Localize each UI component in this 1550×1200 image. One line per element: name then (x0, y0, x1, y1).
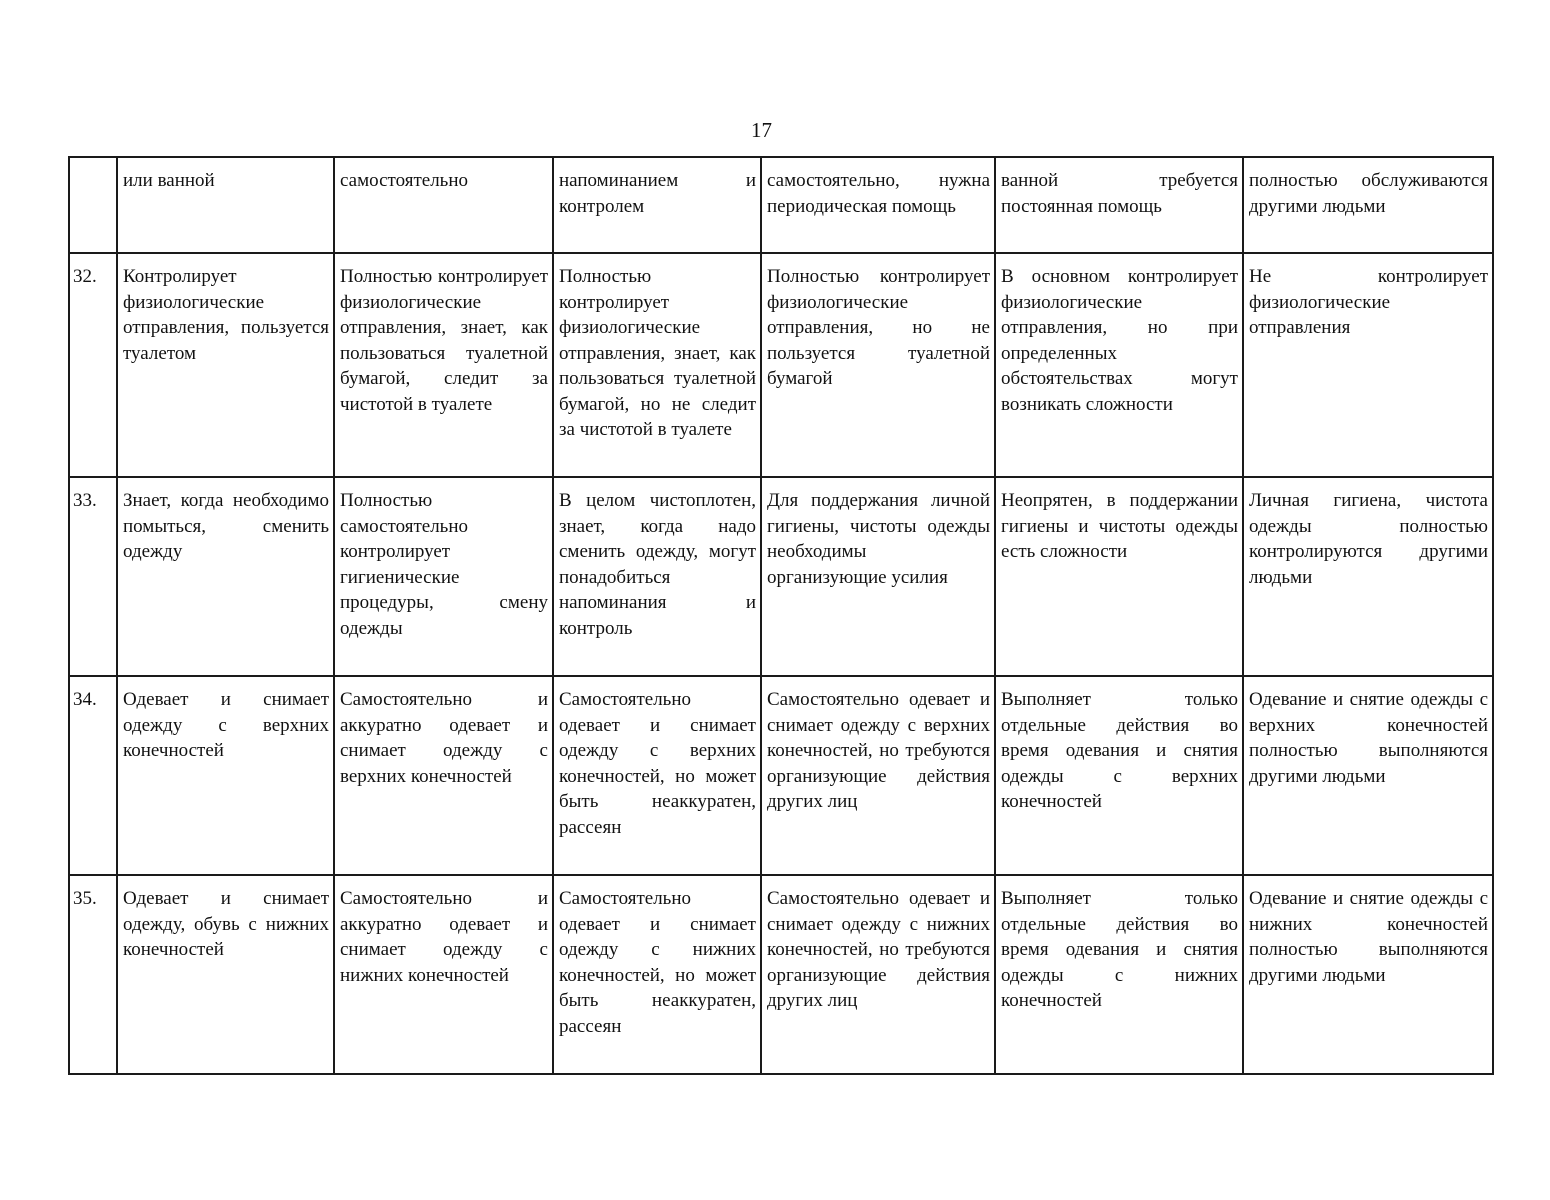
level-cell: В основном контролирует физиологические отправления, но при определенных обстоятельствах могут возникать сложности (995, 253, 1243, 477)
criterion-cell: Контролирует физиологические отправления, пользуется туалетом (117, 253, 334, 477)
page-number: 17 (751, 118, 772, 142)
criterion-cell: Одевает и снимает одежду, обувь с нижних конечностей (117, 875, 334, 1074)
row-number: 32. (69, 253, 117, 477)
row-number: 33. (69, 477, 117, 676)
level-cell: Самостоятельно одевает и снимает одежду с нижних конечностей, но может быть неаккуратен, рассеян (553, 875, 761, 1074)
level-cell: Не контролирует физиологические отправления (1243, 253, 1493, 477)
table-row (69, 875, 1493, 1074)
level-cell: ванной требуется постоянная помощь (995, 157, 1243, 253)
assessment-table (68, 156, 1494, 1075)
level-cell: Неопрятен, в поддержании гигиены и чистоты одежды есть сложности (995, 477, 1243, 676)
table-row (69, 477, 1493, 676)
criterion-cell: Одевает и снимает одежду с верхних конечностей (117, 676, 334, 875)
level-cell: Самостоятельно и аккуратно одевает и снимает одежду с верхних конечностей (334, 676, 553, 875)
criterion-cell: Знает, когда необходимо помыться, сменить одежду (117, 477, 334, 676)
level-cell: Самостоятельно одевает и снимает одежду с верхних конечностей, но может быть неаккуратен, рассеян (553, 676, 761, 875)
level-cell: Выполняет только отдельные действия во время одевания и снятия одежды с верхних конечностей (995, 676, 1243, 875)
row-number: 34. (69, 676, 117, 875)
level-cell: полностью обслуживаются другими людьми (1243, 157, 1493, 253)
level-cell: Самостоятельно и аккуратно одевает и снимает одежду с нижних конечностей (334, 875, 553, 1074)
level-cell: напоминанием и контролем (553, 157, 761, 253)
level-cell: Для поддержания личной гигиены, чистоты одежды необходимы организующие усилия (761, 477, 995, 676)
level-cell: самостоятельно, нужна периодическая помощь (761, 157, 995, 253)
level-cell: самостоятельно (334, 157, 553, 253)
level-cell: Полностью самостоятельно контролирует гигиенические процедуры, смену одежды (334, 477, 553, 676)
table-row (69, 676, 1493, 875)
level-cell: Личная гигиена, чистота одежды полностью контролируются другими людьми (1243, 477, 1493, 676)
level-cell: Самостоятельно одевает и снимает одежду с нижних конечностей, но требуются организующие действия других лиц (761, 875, 995, 1074)
table-row (69, 157, 1493, 253)
level-cell: Одевание и снятие одежды с верхних конечностей полностью выполняются другими людьми (1243, 676, 1493, 875)
row-number (69, 157, 117, 253)
level-cell: Полностью контролирует физиологические отправления, знает, как пользоваться туалетной бумагой, следит за чистотой в туалете (334, 253, 553, 477)
level-cell: Самостоятельно одевает и снимает одежду с верхних конечностей, но требуются организующие действия других лиц (761, 676, 995, 875)
level-cell: Полностью контролирует физиологические отправления, но не пользуется туалетной бумагой (761, 253, 995, 477)
level-cell: Полностью контролирует физиологические отправления, знает, как пользоваться туалетной бумагой, но не следит за чистотой в туалете (553, 253, 761, 477)
level-cell: В целом чистоплотен, знает, когда надо сменить одежду, могут понадобиться напоминания и контроль (553, 477, 761, 676)
level-cell: Одевание и снятие одежды с нижних конечностей полностью выполняются другими людьми (1243, 875, 1493, 1074)
row-number: 35. (69, 875, 117, 1074)
table-row (69, 253, 1493, 477)
criterion-cell: или ванной (117, 157, 334, 253)
level-cell: Выполняет только отдельные действия во время одевания и снятия одежды с нижних конечностей (995, 875, 1243, 1074)
